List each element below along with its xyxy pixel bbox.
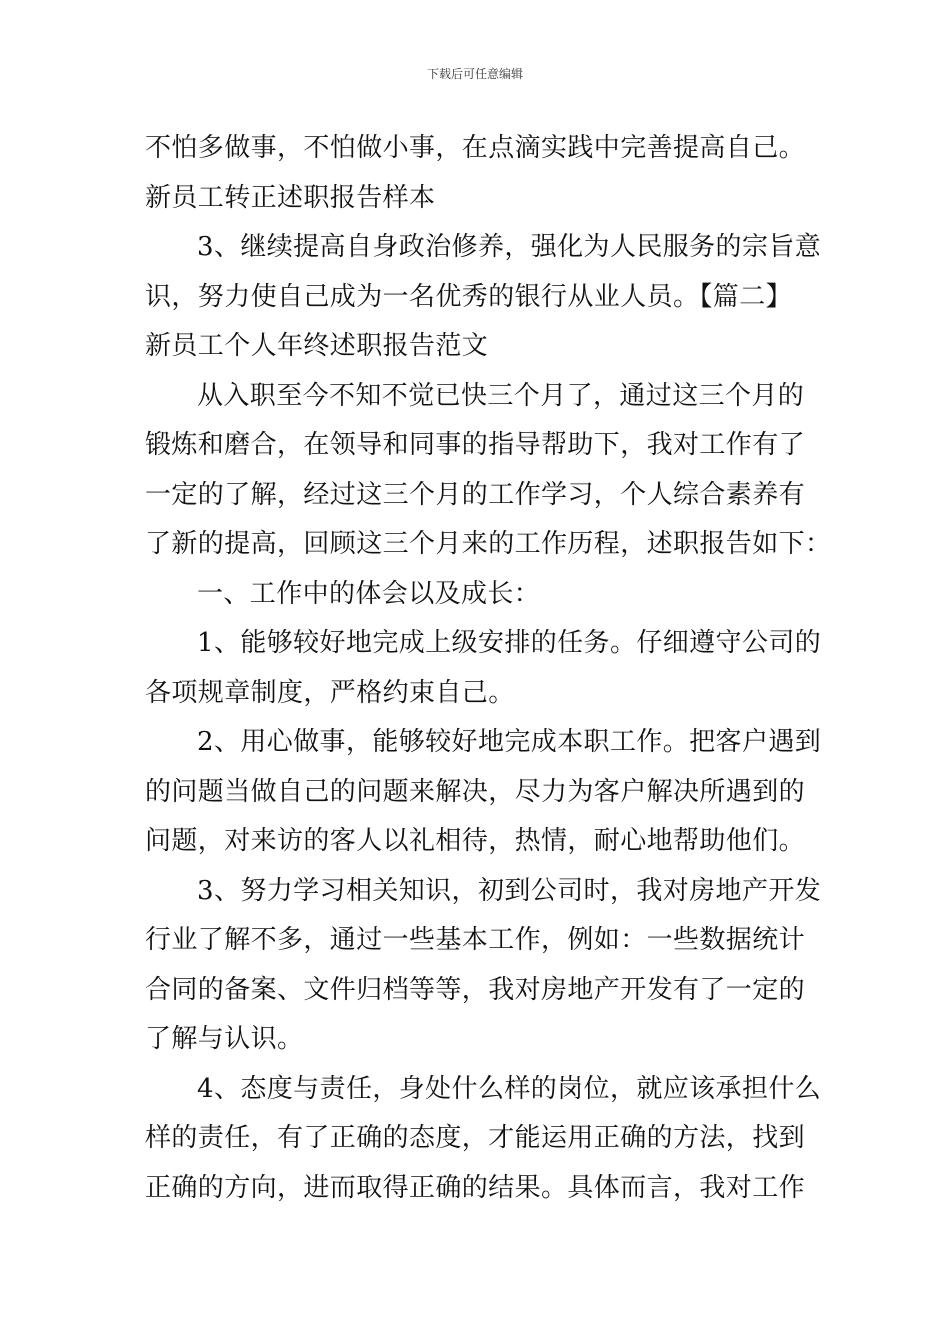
text-line: 从入职至今不知不觉已快三个月了，通过这三个月的 — [197, 380, 805, 411]
text-line: 不怕多做事，不怕做小事，在点滴实践中完善提高自己。 — [145, 133, 806, 163]
text-line: 问题，对来访的客人以礼相待，热情，耐心地帮助他们。 — [145, 826, 806, 856]
text-line: 样的责任，有了正确的态度，才能运用正确的方法，找到 — [145, 1123, 806, 1153]
text-line: 1、能够较好地完成上级安排的任务。仔细遵守公司的 — [197, 628, 822, 658]
text-line: 合同的备案、文件归档等等，我对房地产开发有了一定的 — [145, 974, 806, 1005]
text-line: 的问题当做自己的问题来解决，尽力为客户解决所遇到的 — [145, 776, 806, 807]
text-line: 3、继续提高自身政治修养，强化为人民服务的宗旨意 — [197, 232, 822, 262]
subheading: 一、工作中的体会以及成长： — [197, 578, 541, 609]
page-header: 下载后可任意编辑 — [426, 67, 523, 81]
text-line: 行业了解不多，通过一些基本工作，例如：一些数据统计 — [145, 925, 806, 955]
text-line: 一定的了解，经过这三个月的工作学习，个人综合素养有 — [145, 479, 806, 510]
section-title: 新员工转正述职报告样本 — [145, 182, 436, 213]
text-line: 4、态度与责任，身处什么样的岗位，就应该承担什么 — [197, 1073, 822, 1104]
text-line: 3、努力学习相关知识，初到公司时，我对房地产开发 — [197, 875, 822, 906]
document-body — [145, 124, 832, 1213]
text-line: 各项规章制度，严格约束自己。 — [145, 677, 515, 708]
section-title: 新员工个人年终述职报告范文 — [145, 331, 489, 361]
text-line: 了解与认识。 — [145, 1024, 304, 1054]
text-line: 锻炼和磨合，在领导和同事的指导帮助下，我对工作有了 — [145, 430, 806, 460]
text-line: 2、用心做事，能够较好地完成本职工作。把客户遇到 — [197, 727, 822, 757]
text-line: 识，努力使自己成为一名优秀的银行从业人员。【篇二】 — [145, 281, 793, 312]
text-line: 了新的提高，回顾这三个月来的工作历程，述职报告如下： — [145, 529, 832, 559]
text-line: 正确的方向，进而取得正确的结果。具体而言，我对工作 — [145, 1172, 806, 1203]
